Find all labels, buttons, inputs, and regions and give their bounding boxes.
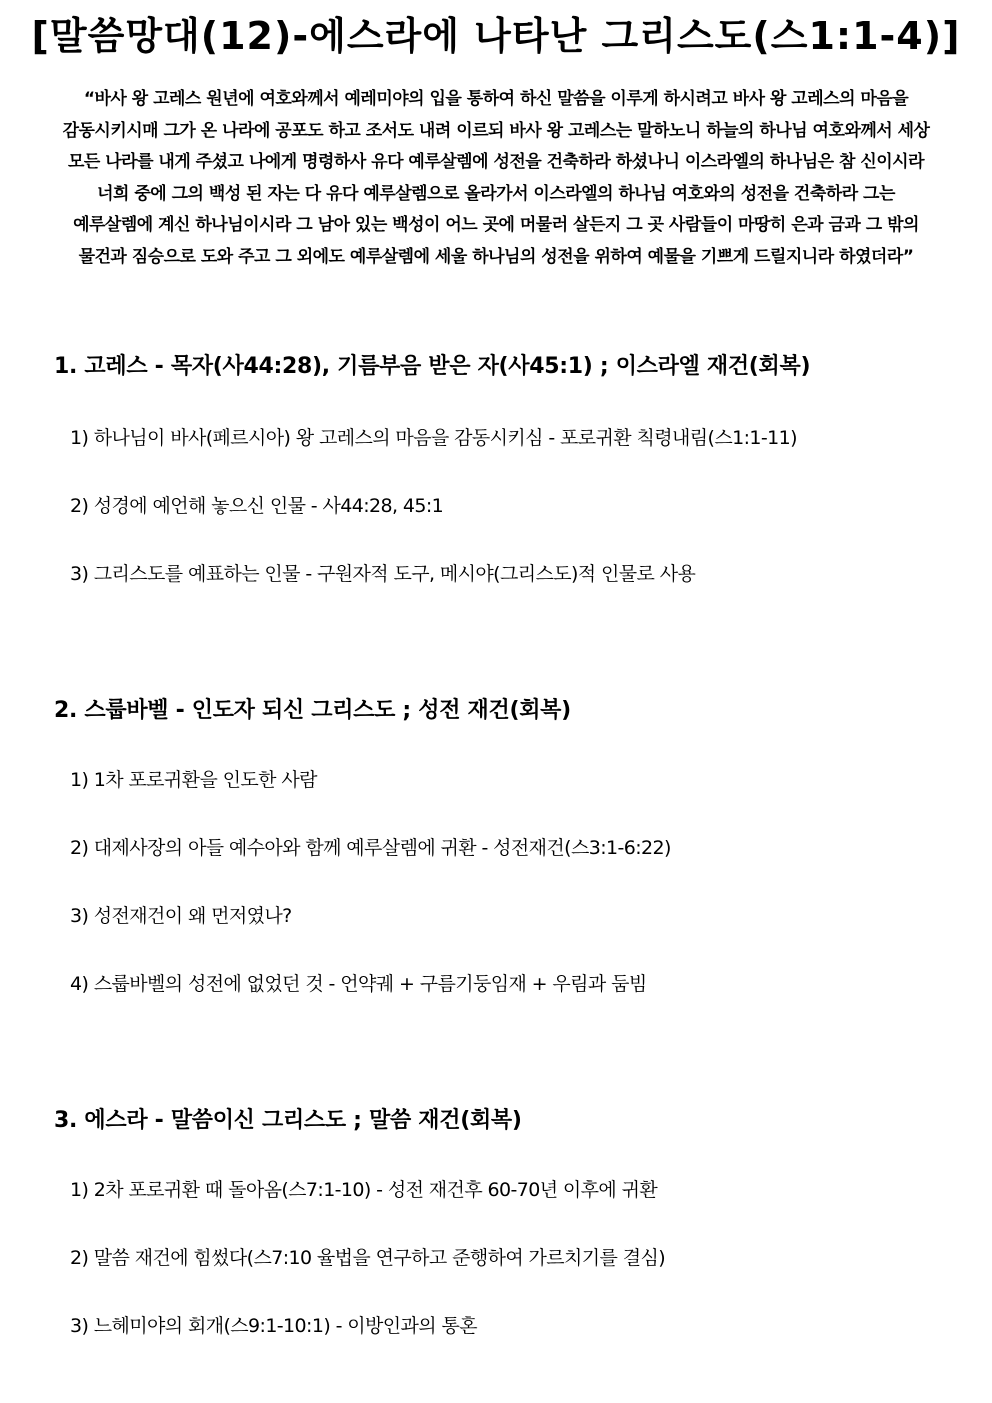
list-item: 1) 하나님이 바사(페르시아) 왕 고레스의 마음을 감동시키심 - 포로귀환 칙령내림(스1:1-11) xyxy=(70,427,797,449)
list-item: 3) 느헤미야의 회개(스9:1-10:1) - 이방인과의 통혼 xyxy=(70,1315,477,1337)
scripture-line: 모든 나라를 내게 주셨고 나에게 명령하사 유다 예루살렘에 성전을 건축하라 하셨나니 이스라엘의 하나님은 참 신이시라 xyxy=(67,152,925,172)
list-item: 2) 성경에 예언해 놓으신 인물 - 사44:28, 45:1 xyxy=(70,495,444,517)
page-title: [말씀망대(12)-에스라에 나타난 그리스도(스1:1-4)] xyxy=(31,14,961,58)
list-item: 2) 대제사장의 아들 예수아와 함께 예루살렘에 귀환 - 성전재건(스3:1-6:22) xyxy=(70,837,671,859)
scripture-line: 너희 중에 그의 백성 된 자는 다 유다 예루살렘으로 올라가서 이스라엘의 하나님 여호와의 성전을 건축하라 그는 xyxy=(97,183,895,204)
section-heading: 2. 스룹바벨 - 인도자 되신 그리스도 ; 성전 재건(회복) xyxy=(54,698,571,723)
list-item: 1) 1차 포로귀환을 인도한 사람 xyxy=(70,769,317,791)
list-item: 1) 2차 포로귀환 때 돌아옴(스7:1-10) - 성전 재건후 60-70년 이후에 귀환 xyxy=(70,1179,658,1201)
section-zerubbabel xyxy=(54,696,954,995)
section-heading: 3. 에스라 - 말씀이신 그리스도 ; 말씀 재건(회복) xyxy=(54,1108,522,1133)
list-item: 4) 스룹바벨의 성전에 없었던 것 - 언약궤 + 구름기둥임재 + 우림과 둠빔 xyxy=(70,973,647,995)
section-cyrus xyxy=(54,352,954,585)
scripture-line: 감동시키시매 그가 온 나라에 공포도 하고 조서도 내려 이르되 바사 왕 고레스는 말하노니 하늘의 하나님 여호와께서 세상 xyxy=(62,120,930,141)
list-item: 3) 성전재건이 왜 먼저였나? xyxy=(70,905,292,927)
section-ezra xyxy=(54,1106,954,1337)
scripture-line: 예루살렘에 계신 하나님이시라 그 남아 있는 백성이 어느 곳에 머물러 살든지 그 곳 사람들이 마땅히 은과 금과 그 밖의 xyxy=(73,215,919,235)
list-item: 2) 말씀 재건에 힘썼다(스7:10 율법을 연구하고 준행하여 가르치기를 결심) xyxy=(70,1247,666,1269)
section-heading: 1. 고레스 - 목자(사44:28), 기름부음 받은 자(사45:1) ; 이스라엘 재건(회복) xyxy=(54,354,811,379)
list-item: 3) 그리스도를 예표하는 인물 - 구원자적 도구, 메시야(그리스도)적 인물로 사용 xyxy=(70,563,696,585)
scripture-line: “바사 왕 고레스 원년에 여호와께서 예레미야의 입을 통하여 하신 말씀을 이루게 하시려고 바사 왕 고레스의 마음을 xyxy=(83,89,909,109)
scripture-line: 물건과 짐승으로 도와 주고 그 외에도 예루살렘에 세울 하나님의 성전을 위하여 예물을 기쁘게 드릴지니라 하였더라” xyxy=(78,246,914,267)
scripture-quote xyxy=(36,84,956,273)
